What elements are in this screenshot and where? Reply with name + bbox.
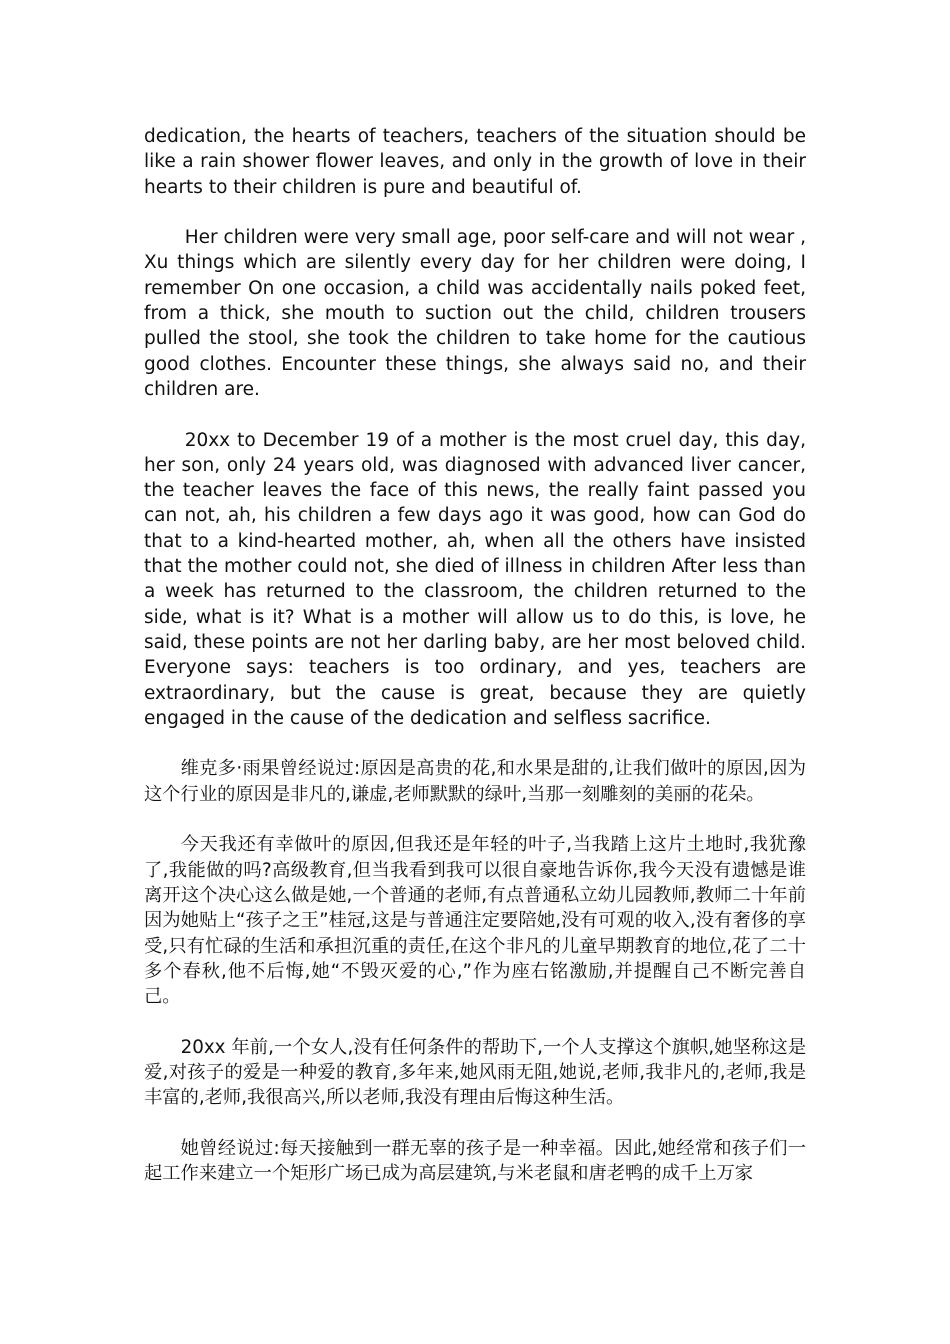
document-page	[144, 124, 806, 1212]
paragraph-5: 今天我还有幸做叶的原因,但我还是年轻的叶子,当我踏上这片土地时,我犹豫了,我能做的吗?高级教育,但当我看到我可以很自豪地告诉你,我今天没有遗憾是谁离开这个决心这么做是她,一个普通的老师,有点普通私立幼儿园教师,教师二十年前因为她贴上“孩子之王”桂冠,这是与普通注定要陪她,没有可观的收入,没有奢侈的享受,只有忙碌的生活和承担沉重的责任,在这个非凡的儿童早期教育的地位,花了二十多个春秋,他不后悔,她“不毁灭爱的心,”作为座右铭激励,并提醒自己不断完善自己。	[144, 834, 806, 1008]
paragraph-4: 维克多·雨果曾经说过:原因是高贵的花,和水果是甜的,让我们做叶的原因,因为这个行业的原因是非凡的,谦虚,老师默默的绿叶,当那一刻雕刻的美丽的花朵。	[144, 758, 806, 805]
paragraph-6: 20xx 年前,一个女人,没有任何条件的帮助下,一个人支撑这个旗帜,她坚称这是爱,对孩子的爱是一种爱的教育,多年来,她风雨无阻,她说,老师,我非凡的,老师,我是丰富的,老师,我很高兴,所以老师,我没有理由后悔这种生活。	[144, 1036, 806, 1109]
paragraph-3: 20xx to December 19 of a mother is the most cruel day, this day, her son, only 24 years old, was diagnosed with advanced liver cancer, the teacher leaves the face of this news, the really faint passed you can not, ah, his children a few days ago it was good, how can God do that to a kind-hearted mother, ah, when all the others have insisted that the mother could not, she died of illness in children After less than a week has returned to the classroom, the children returned to the side, what is it? What is a mother will allow us to do this, is love, he said, these points are not her darling baby, are her most beloved child. Everyone says: teachers is too ordinary, and yes, teachers are extraordinary, but the cause is great, because they are quietly engaged in the cause of the dedication and selfless sacrifice.	[144, 429, 806, 729]
paragraph-1: dedication, the hearts of teachers, teachers of the situation should be like a rain shower flower leaves, and only in the growth of love in their hearts to their children is pure and beautiful of.	[144, 126, 806, 198]
paragraph-7: 她曾经说过:每天接触到一群无辜的孩子是一种幸福。因此,她经常和孩子们一起工作来建立一个矩形广场已成为高层建筑,与米老鼠和唐老鸭的成千上万家	[144, 1137, 806, 1185]
paragraph-2: Her children were very small age, poor self-care and will not wear , Xu things which are silently every day for her children were doing, I remember On one occasion, a child was accidentally nails poked feet, from a thick, she mouth to suction out the child, children trousers pulled the stool, she took the children to take home for the cautious good clothes. Encounter these things, she always said no, and their children are.	[144, 227, 806, 400]
